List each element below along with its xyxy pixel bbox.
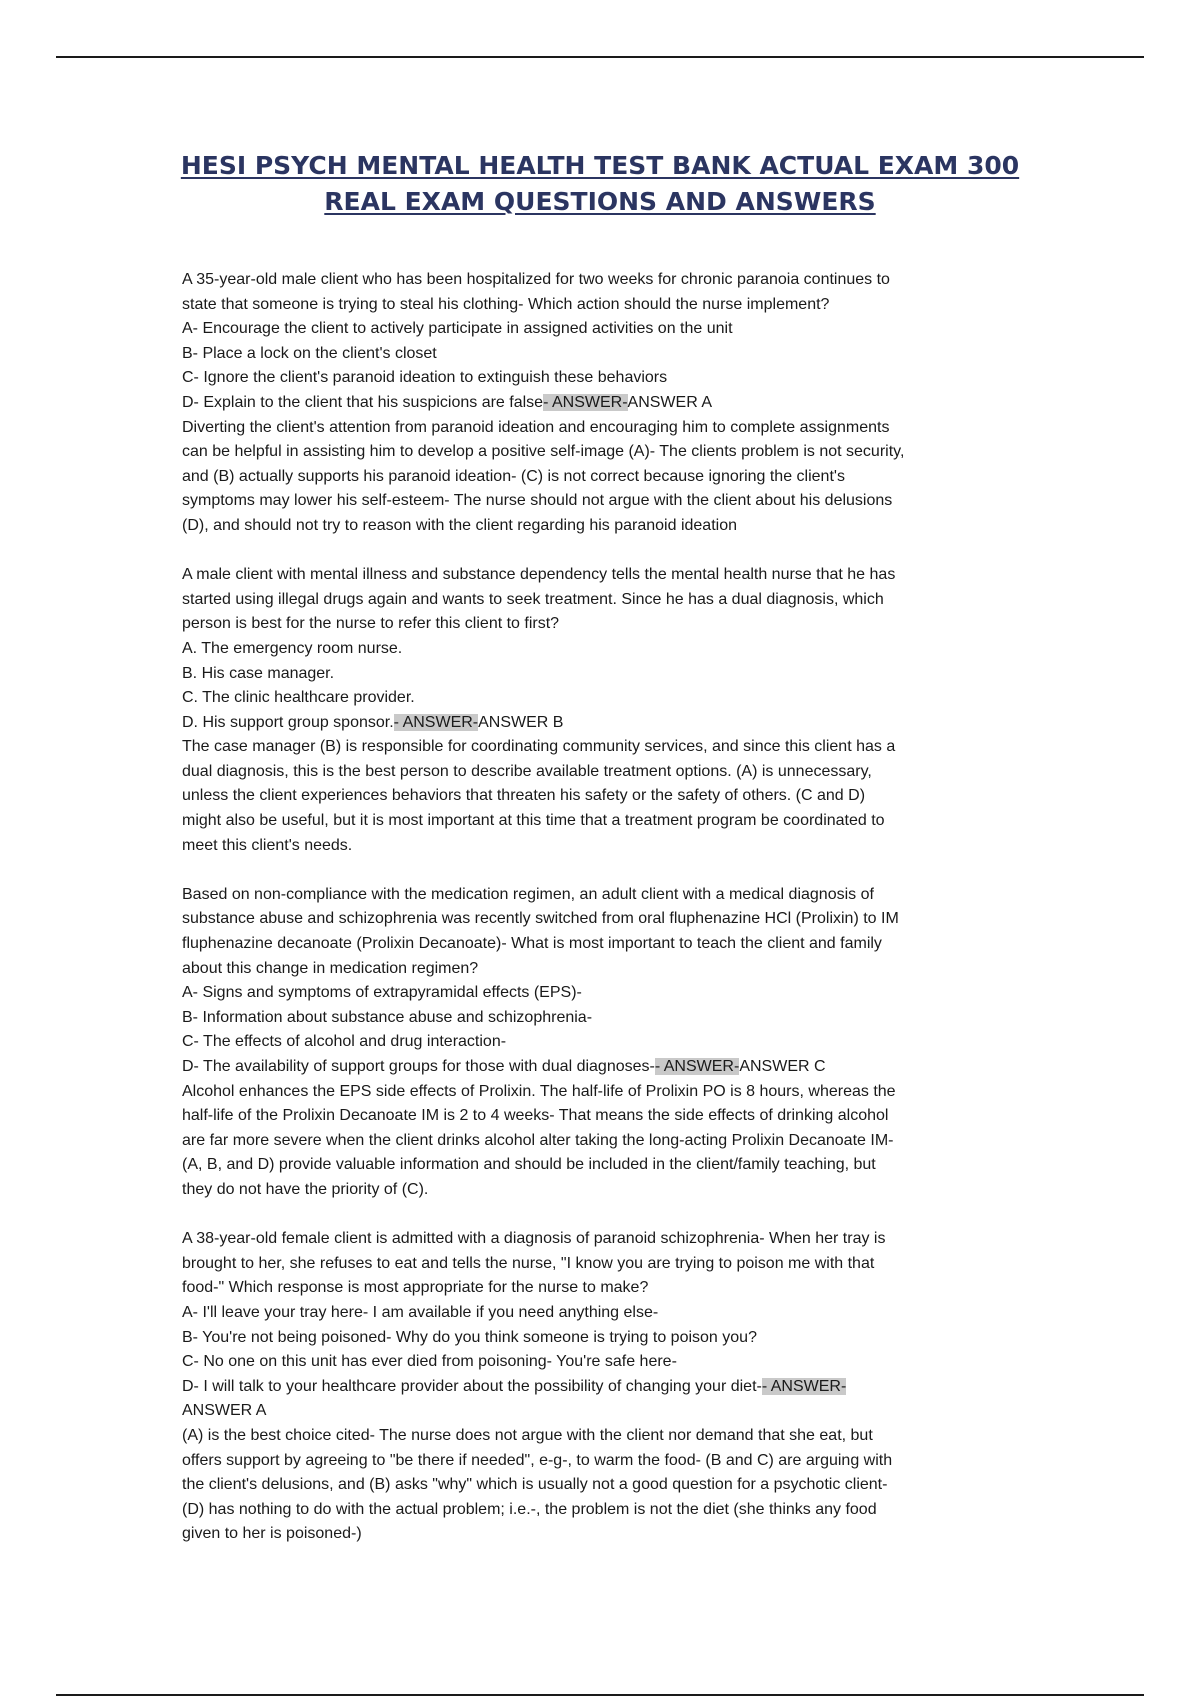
question-stem-line: brought to her, she refuses to eat and tells the nurse, "I know you are trying to poison me with that — [182, 1254, 875, 1272]
answer-option: D- Explain to the client that his suspicions are false — [182, 393, 544, 411]
rationale-line: and (B) actually supports his paranoid ideation- (C) is not correct because ignoring the client's — [182, 467, 845, 485]
question-stem-line: person is best for the nurse to refer this client to first? — [182, 615, 560, 633]
rationale-line: Diverting the client's attention from paranoid ideation and encouraging him to complete assignments — [182, 418, 890, 436]
question-stem-line: substance abuse and schizophrenia was recently switched from oral fluphenazine HCl (Prolixin) to IM — [182, 910, 899, 928]
top-rule — [56, 56, 1144, 58]
answer-option-with-answer — [182, 391, 1032, 416]
rationale-line: symptoms may lower his self-esteem- The nurse should not argue with the client about his delusions — [182, 492, 893, 510]
answer-option: B. His case manager. — [182, 664, 335, 682]
rationale-line: (A, B, and D) provide valuable information and should be included in the client/family teaching, but — [182, 1156, 876, 1174]
answer-marker: - ANSWER- — [654, 1058, 740, 1075]
answer-option: C. The clinic healthcare provider. — [182, 689, 415, 707]
answer-option-with-answer — [182, 1055, 1032, 1080]
rationale-line: Alcohol enhances the EPS side effects of Prolixin. The half-life of Prolixin PO is 8 hours, whereas the — [182, 1082, 896, 1100]
correct-answer: ANSWER B — [478, 713, 564, 731]
answer-option: D- I will talk to your healthcare provider about the possibility of changing your diet- — [182, 1377, 762, 1395]
answer-option: C- Ignore the client's paranoid ideation to extinguish these behaviors — [182, 369, 668, 387]
document-title — [100, 148, 1100, 220]
rationale-line: the client's delusions, and (B) asks "why" which is usually not a good question for a psychotic client- — [182, 1476, 888, 1494]
answer-option: B- Information about substance abuse and schizophrenia- — [182, 1008, 593, 1026]
answer-option: B- You're not being poisoned- Why do you think someone is trying to poison you? — [182, 1328, 757, 1346]
rationale-line: can be helpful in assisting him to develop a positive self-image (A)- The clients problem is not security, — [182, 443, 905, 461]
question-block — [182, 268, 1032, 539]
question-stem-line: food-" Which response is most appropriate for the nurse to make? — [182, 1279, 649, 1297]
rationale-line: (A) is the best choice cited- The nurse does not argue with the client nor demand that she eat, but — [182, 1426, 873, 1444]
answer-option: C- No one on this unit has ever died from poisoning- You're safe here- — [182, 1353, 677, 1371]
rationale-line: (D) has nothing to do with the actual problem; i.e.-, the problem is not the diet (she thinks any food — [182, 1500, 877, 1518]
question-stem-line: about this change in medication regimen? — [182, 959, 479, 977]
rationale-line: unless the client experiences behaviors that threaten his safety or the safety of others. (C and D) — [182, 787, 866, 805]
answer-option: B- Place a lock on the client's closet — [182, 344, 437, 362]
rationale-line: half-life of the Prolixin Decanoate IM is 2 to 4 weeks- That means the side effects of drinking alcohol — [182, 1107, 889, 1125]
question-stem-line: fluphenazine decanoate (Prolixin Decanoate)- What is most important to teach the client and family — [182, 935, 882, 953]
question-stem-line: started using illegal drugs again and wants to seek treatment. Since he has a dual diagnosis, which — [182, 590, 884, 608]
bottom-rule — [56, 1694, 1144, 1696]
answer-option: D. His support group sponsor. — [182, 713, 394, 731]
rationale-line: are far more severe when the client drinks alcohol alter taking the long-acting Prolixin Decanoate IM- — [182, 1131, 894, 1149]
question-block — [182, 563, 1032, 858]
answer-option: A- Signs and symptoms of extrapyramidal effects (EPS)- — [182, 984, 582, 1002]
rationale-line: (D), and should not try to reason with the client regarding his paranoid ideation — [182, 516, 737, 534]
answer-option: A- Encourage the client to actively participate in assigned activities on the unit — [182, 320, 733, 338]
answer-marker: - ANSWER- — [761, 1377, 847, 1395]
answer-option: A- I'll leave your tray here- I am available if you need anything else- — [182, 1303, 659, 1321]
rationale-line: offers support by agreeing to "be there if needed", e-g-, to warm the food- (B and C) are arguing with — [182, 1451, 893, 1469]
question-stem-line: A 38-year-old female client is admitted with a diagnosis of paranoid schizophrenia- When her tray is — [182, 1230, 886, 1248]
rationale-line: given to her is poisoned-) — [182, 1525, 362, 1543]
correct-answer: ANSWER C — [739, 1058, 826, 1075]
correct-answer: ANSWER A — [627, 393, 712, 411]
answer-option: C- The effects of alcohol and drug interaction- — [182, 1033, 507, 1051]
question-stem-line: Based on non-compliance with the medication regimen, an adult client with a medical diagnosis of — [182, 885, 874, 903]
title-line-2: REAL EXAM QUESTIONS AND ANSWERS — [324, 187, 876, 216]
rationale-line: might also be useful, but it is most important at this time that a treatment program be coordinated to — [182, 812, 885, 830]
rationale-line: meet this client's needs. — [182, 836, 353, 854]
rationale-line: dual diagnosis, this is the best person to describe available treatment options. (A) is unnecessary, — [182, 762, 872, 780]
answer-option: A. The emergency room nurse. — [182, 639, 403, 657]
answer-option-with-answer — [182, 1375, 1032, 1400]
answer-option: D- The availability of support groups for those with dual diagnoses- — [182, 1058, 655, 1075]
answer-marker: - ANSWER- — [543, 393, 628, 411]
question-block — [182, 883, 1032, 1203]
rationale-line: The case manager (B) is responsible for coordinating community services, and since this client has a — [182, 738, 896, 756]
question-stem-line: A 35-year-old male client who has been hospitalized for two weeks for chronic paranoia continues to — [182, 271, 890, 288]
title-line-1: HESI PSYCH MENTAL HEALTH TEST BANK ACTUAL EXAM 300 — [180, 151, 1020, 180]
answer-marker: - ANSWER- — [393, 713, 479, 731]
correct-answer: ANSWER A — [182, 1402, 267, 1420]
rationale-line: they do not have the priority of (C). — [182, 1180, 429, 1198]
answer-option-with-answer — [182, 711, 1032, 736]
question-list — [182, 268, 1032, 1571]
question-stem-line: A male client with mental illness and substance dependency tells the mental health nurse that he has — [182, 566, 896, 584]
question-block — [182, 1227, 1032, 1547]
question-stem-line: state that someone is trying to steal his clothing- Which action should the nurse implement? — [182, 295, 830, 313]
